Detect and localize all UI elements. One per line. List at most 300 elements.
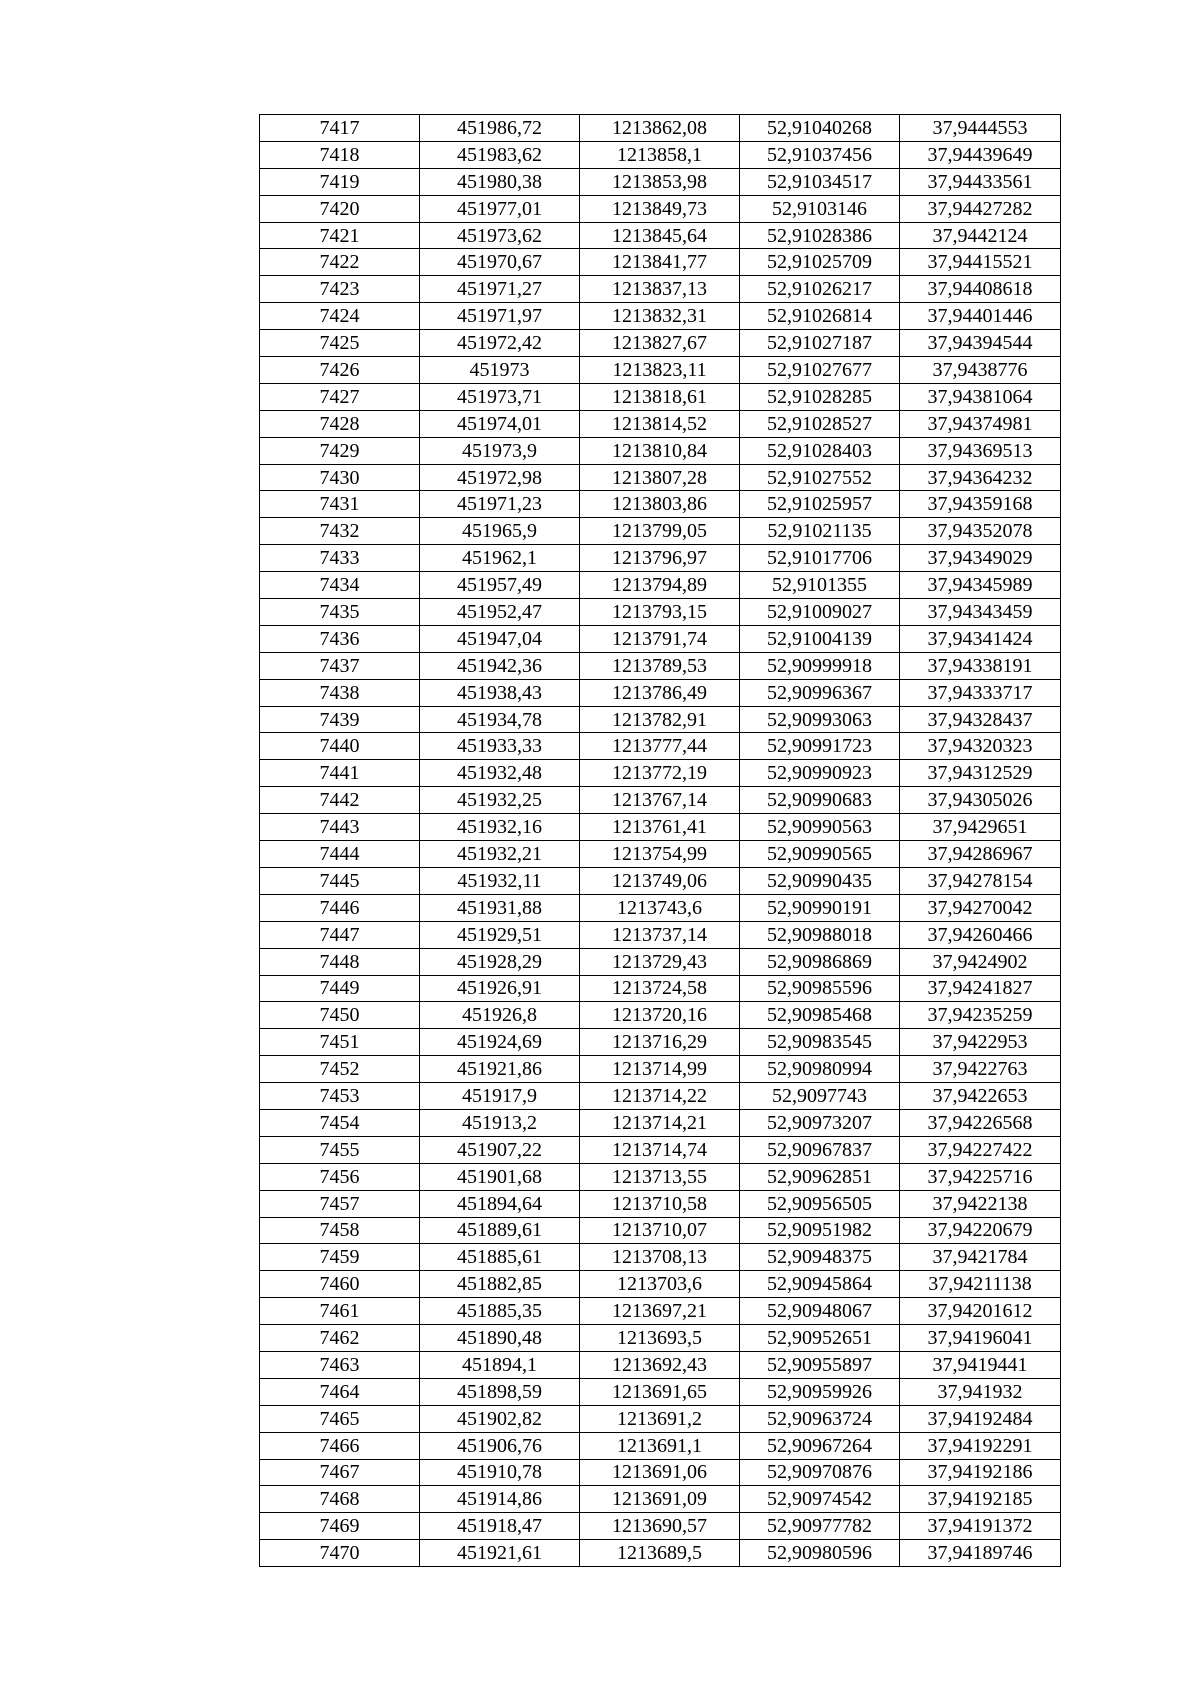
point-number-cell: 7419	[260, 168, 420, 195]
coord-x-cell: 451934,78	[420, 706, 580, 733]
coord-x-cell: 451906,76	[420, 1432, 580, 1459]
coord-y-cell: 1213754,99	[580, 841, 740, 868]
longitude-cell: 37,94286967	[900, 841, 1061, 868]
latitude-cell: 52,91009027	[740, 599, 900, 626]
table-row	[260, 760, 1061, 787]
longitude-cell: 37,9419441	[900, 1351, 1061, 1378]
point-number-cell: 7446	[260, 894, 420, 921]
latitude-cell: 52,91027552	[740, 464, 900, 491]
table-row	[260, 383, 1061, 410]
coord-x-cell: 451914,86	[420, 1486, 580, 1513]
table-row	[260, 249, 1061, 276]
table-row	[260, 975, 1061, 1002]
longitude-cell: 37,94415521	[900, 249, 1061, 276]
coord-x-cell: 451933,33	[420, 733, 580, 760]
coord-x-cell: 451947,04	[420, 625, 580, 652]
point-number-cell: 7459	[260, 1244, 420, 1271]
coord-x-cell: 451973,9	[420, 437, 580, 464]
point-number-cell: 7428	[260, 410, 420, 437]
table-row	[260, 330, 1061, 357]
coord-y-cell: 1213858,1	[580, 141, 740, 168]
longitude-cell: 37,94320323	[900, 733, 1061, 760]
latitude-cell: 52,91004139	[740, 625, 900, 652]
coord-x-cell: 451932,11	[420, 867, 580, 894]
point-number-cell: 7421	[260, 222, 420, 249]
table-row	[260, 1325, 1061, 1352]
latitude-cell: 52,90990683	[740, 787, 900, 814]
coord-y-cell: 1213714,99	[580, 1056, 740, 1083]
coord-y-cell: 1213749,06	[580, 867, 740, 894]
table-row	[260, 1109, 1061, 1136]
longitude-cell: 37,9422953	[900, 1029, 1061, 1056]
table-row	[260, 464, 1061, 491]
coord-x-cell: 451902,82	[420, 1405, 580, 1432]
latitude-cell: 52,90990563	[740, 814, 900, 841]
longitude-cell: 37,94196041	[900, 1325, 1061, 1352]
table-row	[260, 1459, 1061, 1486]
coord-y-cell: 1213697,21	[580, 1298, 740, 1325]
point-number-cell: 7442	[260, 787, 420, 814]
longitude-cell: 37,94352078	[900, 518, 1061, 545]
point-number-cell: 7432	[260, 518, 420, 545]
point-number-cell: 7429	[260, 437, 420, 464]
point-number-cell: 7441	[260, 760, 420, 787]
point-number-cell: 7417	[260, 115, 420, 142]
latitude-cell: 52,90980994	[740, 1056, 900, 1083]
longitude-cell: 37,94408618	[900, 276, 1061, 303]
table-row	[260, 1244, 1061, 1271]
point-number-cell: 7422	[260, 249, 420, 276]
table-row	[260, 814, 1061, 841]
coord-y-cell: 1213772,19	[580, 760, 740, 787]
latitude-cell: 52,90980596	[740, 1540, 900, 1567]
longitude-cell: 37,94427282	[900, 195, 1061, 222]
table-row	[260, 679, 1061, 706]
coord-x-cell: 451889,61	[420, 1217, 580, 1244]
coord-y-cell: 1213714,21	[580, 1109, 740, 1136]
latitude-cell: 52,90985596	[740, 975, 900, 1002]
coord-y-cell: 1213789,53	[580, 652, 740, 679]
longitude-cell: 37,94374981	[900, 410, 1061, 437]
coord-x-cell: 451938,43	[420, 679, 580, 706]
latitude-cell: 52,90973207	[740, 1109, 900, 1136]
coord-y-cell: 1213716,29	[580, 1029, 740, 1056]
table-row	[260, 1217, 1061, 1244]
point-number-cell: 7463	[260, 1351, 420, 1378]
latitude-cell: 52,90999918	[740, 652, 900, 679]
coord-y-cell: 1213793,15	[580, 599, 740, 626]
point-number-cell: 7452	[260, 1056, 420, 1083]
latitude-cell: 52,90952651	[740, 1325, 900, 1352]
table-row	[260, 706, 1061, 733]
coord-x-cell: 451907,22	[420, 1136, 580, 1163]
coord-x-cell: 451942,36	[420, 652, 580, 679]
point-number-cell: 7450	[260, 1002, 420, 1029]
coord-x-cell: 451932,16	[420, 814, 580, 841]
table-row	[260, 652, 1061, 679]
coord-y-cell: 1213690,57	[580, 1513, 740, 1540]
coord-y-cell: 1213713,55	[580, 1163, 740, 1190]
coord-x-cell: 451957,49	[420, 572, 580, 599]
point-number-cell: 7454	[260, 1109, 420, 1136]
coord-y-cell: 1213786,49	[580, 679, 740, 706]
coord-x-cell: 451885,61	[420, 1244, 580, 1271]
latitude-cell: 52,91028285	[740, 383, 900, 410]
coord-x-cell: 451980,38	[420, 168, 580, 195]
latitude-cell: 52,91021135	[740, 518, 900, 545]
latitude-cell: 52,90977782	[740, 1513, 900, 1540]
table-row	[260, 948, 1061, 975]
point-number-cell: 7427	[260, 383, 420, 410]
latitude-cell: 52,91017706	[740, 545, 900, 572]
coord-x-cell: 451932,25	[420, 787, 580, 814]
table-row	[260, 491, 1061, 518]
coord-y-cell: 1213729,43	[580, 948, 740, 975]
coord-x-cell: 451921,86	[420, 1056, 580, 1083]
longitude-cell: 37,94345989	[900, 572, 1061, 599]
longitude-cell: 37,94201612	[900, 1298, 1061, 1325]
latitude-cell: 52,90993063	[740, 706, 900, 733]
point-number-cell: 7434	[260, 572, 420, 599]
coord-y-cell: 1213782,91	[580, 706, 740, 733]
table-row	[260, 787, 1061, 814]
point-number-cell: 7426	[260, 357, 420, 384]
table-row	[260, 276, 1061, 303]
coord-y-cell: 1213818,61	[580, 383, 740, 410]
coord-x-cell: 451929,51	[420, 921, 580, 948]
latitude-cell: 52,90986869	[740, 948, 900, 975]
point-number-cell: 7449	[260, 975, 420, 1002]
table-row	[260, 410, 1061, 437]
latitude-cell: 52,90959926	[740, 1378, 900, 1405]
coord-y-cell: 1213832,31	[580, 303, 740, 330]
latitude-cell: 52,90974542	[740, 1486, 900, 1513]
point-number-cell: 7466	[260, 1432, 420, 1459]
coord-x-cell: 451971,23	[420, 491, 580, 518]
longitude-cell: 37,94401446	[900, 303, 1061, 330]
point-number-cell: 7435	[260, 599, 420, 626]
table-row	[260, 1513, 1061, 1540]
coord-x-cell: 451973	[420, 357, 580, 384]
coord-y-cell: 1213691,1	[580, 1432, 740, 1459]
longitude-cell: 37,94225716	[900, 1163, 1061, 1190]
latitude-cell: 52,90983545	[740, 1029, 900, 1056]
coord-y-cell: 1213841,77	[580, 249, 740, 276]
latitude-cell: 52,90988018	[740, 921, 900, 948]
table-row	[260, 1271, 1061, 1298]
coord-y-cell: 1213737,14	[580, 921, 740, 948]
longitude-cell: 37,94359168	[900, 491, 1061, 518]
coord-x-cell: 451973,62	[420, 222, 580, 249]
coord-x-cell: 451926,91	[420, 975, 580, 1002]
longitude-cell: 37,9421784	[900, 1244, 1061, 1271]
point-number-cell: 7453	[260, 1083, 420, 1110]
latitude-cell: 52,91040268	[740, 115, 900, 142]
point-number-cell: 7425	[260, 330, 420, 357]
longitude-cell: 37,94226568	[900, 1109, 1061, 1136]
point-number-cell: 7467	[260, 1459, 420, 1486]
coord-x-cell: 451974,01	[420, 410, 580, 437]
table-row	[260, 1136, 1061, 1163]
table-row	[260, 1056, 1061, 1083]
coord-y-cell: 1213791,74	[580, 625, 740, 652]
latitude-cell: 52,91026814	[740, 303, 900, 330]
table-row	[260, 733, 1061, 760]
point-number-cell: 7424	[260, 303, 420, 330]
point-number-cell: 7464	[260, 1378, 420, 1405]
table-row	[260, 841, 1061, 868]
table-row	[260, 545, 1061, 572]
longitude-cell: 37,94439649	[900, 141, 1061, 168]
coord-y-cell: 1213691,09	[580, 1486, 740, 1513]
table-row	[260, 1486, 1061, 1513]
point-number-cell: 7465	[260, 1405, 420, 1432]
table-row	[260, 1029, 1061, 1056]
coord-y-cell: 1213837,13	[580, 276, 740, 303]
coordinates-table-body	[260, 115, 1061, 1567]
table-row	[260, 168, 1061, 195]
longitude-cell: 37,941932	[900, 1378, 1061, 1405]
table-row	[260, 867, 1061, 894]
latitude-cell: 52,9103146	[740, 195, 900, 222]
coord-y-cell: 1213794,89	[580, 572, 740, 599]
latitude-cell: 52,91028403	[740, 437, 900, 464]
latitude-cell: 52,90990191	[740, 894, 900, 921]
coord-y-cell: 1213710,58	[580, 1190, 740, 1217]
longitude-cell: 37,94433561	[900, 168, 1061, 195]
latitude-cell: 52,90956505	[740, 1190, 900, 1217]
latitude-cell: 52,90945864	[740, 1271, 900, 1298]
latitude-cell: 52,91025957	[740, 491, 900, 518]
latitude-cell: 52,91025709	[740, 249, 900, 276]
longitude-cell: 37,94270042	[900, 894, 1061, 921]
latitude-cell: 52,91028386	[740, 222, 900, 249]
point-number-cell: 7470	[260, 1540, 420, 1567]
point-number-cell: 7461	[260, 1298, 420, 1325]
latitude-cell: 52,90955897	[740, 1351, 900, 1378]
point-number-cell: 7437	[260, 652, 420, 679]
coord-x-cell: 451898,59	[420, 1378, 580, 1405]
latitude-cell: 52,90985468	[740, 1002, 900, 1029]
longitude-cell: 37,94241827	[900, 975, 1061, 1002]
point-number-cell: 7440	[260, 733, 420, 760]
table-row	[260, 1298, 1061, 1325]
latitude-cell: 52,91027677	[740, 357, 900, 384]
longitude-cell: 37,94227422	[900, 1136, 1061, 1163]
coord-y-cell: 1213807,28	[580, 464, 740, 491]
table-row	[260, 1540, 1061, 1567]
longitude-cell: 37,94211138	[900, 1271, 1061, 1298]
longitude-cell: 37,94343459	[900, 599, 1061, 626]
latitude-cell: 52,91037456	[740, 141, 900, 168]
coord-x-cell: 451970,67	[420, 249, 580, 276]
latitude-cell: 52,90990923	[740, 760, 900, 787]
table-row	[260, 1351, 1061, 1378]
coord-y-cell: 1213689,5	[580, 1540, 740, 1567]
longitude-cell: 37,9422763	[900, 1056, 1061, 1083]
longitude-cell: 37,94381064	[900, 383, 1061, 410]
table-row	[260, 303, 1061, 330]
coord-y-cell: 1213703,6	[580, 1271, 740, 1298]
coord-x-cell: 451931,88	[420, 894, 580, 921]
point-number-cell: 7458	[260, 1217, 420, 1244]
coord-y-cell: 1213714,22	[580, 1083, 740, 1110]
table-row	[260, 115, 1061, 142]
table-row	[260, 1405, 1061, 1432]
coord-x-cell: 451972,42	[420, 330, 580, 357]
longitude-cell: 37,94192186	[900, 1459, 1061, 1486]
latitude-cell: 52,91034517	[740, 168, 900, 195]
coord-y-cell: 1213827,67	[580, 330, 740, 357]
latitude-cell: 52,90948375	[740, 1244, 900, 1271]
longitude-cell: 37,94328437	[900, 706, 1061, 733]
table-row	[260, 141, 1061, 168]
coord-y-cell: 1213810,84	[580, 437, 740, 464]
point-number-cell: 7445	[260, 867, 420, 894]
point-number-cell: 7431	[260, 491, 420, 518]
coord-x-cell: 451932,48	[420, 760, 580, 787]
longitude-cell: 37,94192291	[900, 1432, 1061, 1459]
longitude-cell: 37,94191372	[900, 1513, 1061, 1540]
coord-x-cell: 451962,1	[420, 545, 580, 572]
coord-x-cell: 451971,27	[420, 276, 580, 303]
table-row	[260, 222, 1061, 249]
coord-y-cell: 1213693,5	[580, 1325, 740, 1352]
coord-y-cell: 1213853,98	[580, 168, 740, 195]
longitude-cell: 37,94278154	[900, 867, 1061, 894]
point-number-cell: 7443	[260, 814, 420, 841]
coord-x-cell: 451917,9	[420, 1083, 580, 1110]
coord-x-cell: 451926,8	[420, 1002, 580, 1029]
coord-y-cell: 1213714,74	[580, 1136, 740, 1163]
table-row	[260, 357, 1061, 384]
coord-x-cell: 451972,98	[420, 464, 580, 491]
table-row	[260, 599, 1061, 626]
longitude-cell: 37,94341424	[900, 625, 1061, 652]
coord-x-cell: 451921,61	[420, 1540, 580, 1567]
coord-x-cell: 451894,1	[420, 1351, 580, 1378]
coord-x-cell: 451924,69	[420, 1029, 580, 1056]
table-row	[260, 625, 1061, 652]
coord-x-cell: 451932,21	[420, 841, 580, 868]
table-row	[260, 1002, 1061, 1029]
table-row	[260, 1432, 1061, 1459]
coordinates-table	[259, 114, 1061, 1567]
coord-x-cell: 451901,68	[420, 1163, 580, 1190]
coord-x-cell: 451918,47	[420, 1513, 580, 1540]
latitude-cell: 52,90996367	[740, 679, 900, 706]
longitude-cell: 37,94338191	[900, 652, 1061, 679]
coord-x-cell: 451928,29	[420, 948, 580, 975]
point-number-cell: 7462	[260, 1325, 420, 1352]
latitude-cell: 52,90990435	[740, 867, 900, 894]
coord-y-cell: 1213862,08	[580, 115, 740, 142]
latitude-cell: 52,91028527	[740, 410, 900, 437]
coord-x-cell: 451973,71	[420, 383, 580, 410]
longitude-cell: 37,94369513	[900, 437, 1061, 464]
coord-y-cell: 1213761,41	[580, 814, 740, 841]
coord-y-cell: 1213823,11	[580, 357, 740, 384]
coord-x-cell: 451894,64	[420, 1190, 580, 1217]
coord-y-cell: 1213796,97	[580, 545, 740, 572]
table-row	[260, 518, 1061, 545]
latitude-cell: 52,90967837	[740, 1136, 900, 1163]
coord-x-cell: 451885,35	[420, 1298, 580, 1325]
coord-y-cell: 1213691,65	[580, 1378, 740, 1405]
longitude-cell: 37,94260466	[900, 921, 1061, 948]
point-number-cell: 7447	[260, 921, 420, 948]
point-number-cell: 7433	[260, 545, 420, 572]
point-number-cell: 7420	[260, 195, 420, 222]
latitude-cell: 52,9097743	[740, 1083, 900, 1110]
point-number-cell: 7451	[260, 1029, 420, 1056]
longitude-cell: 37,94349029	[900, 545, 1061, 572]
longitude-cell: 37,94305026	[900, 787, 1061, 814]
point-number-cell: 7438	[260, 679, 420, 706]
coord-y-cell: 1213814,52	[580, 410, 740, 437]
longitude-cell: 37,94312529	[900, 760, 1061, 787]
coord-x-cell: 451890,48	[420, 1325, 580, 1352]
table-row	[260, 1190, 1061, 1217]
longitude-cell: 37,9438776	[900, 357, 1061, 384]
coord-y-cell: 1213691,2	[580, 1405, 740, 1432]
longitude-cell: 37,94220679	[900, 1217, 1061, 1244]
point-number-cell: 7456	[260, 1163, 420, 1190]
latitude-cell: 52,91027187	[740, 330, 900, 357]
longitude-cell: 37,94364232	[900, 464, 1061, 491]
latitude-cell: 52,91026217	[740, 276, 900, 303]
longitude-cell: 37,94394544	[900, 330, 1061, 357]
latitude-cell: 52,90967264	[740, 1432, 900, 1459]
point-number-cell: 7448	[260, 948, 420, 975]
coord-x-cell: 451986,72	[420, 115, 580, 142]
coord-y-cell: 1213710,07	[580, 1217, 740, 1244]
coord-y-cell: 1213799,05	[580, 518, 740, 545]
point-number-cell: 7460	[260, 1271, 420, 1298]
point-number-cell: 7430	[260, 464, 420, 491]
longitude-cell: 37,9422138	[900, 1190, 1061, 1217]
point-number-cell: 7436	[260, 625, 420, 652]
coord-y-cell: 1213708,13	[580, 1244, 740, 1271]
coord-y-cell: 1213743,6	[580, 894, 740, 921]
point-number-cell: 7455	[260, 1136, 420, 1163]
longitude-cell: 37,94189746	[900, 1540, 1061, 1567]
latitude-cell: 52,90970876	[740, 1459, 900, 1486]
table-row	[260, 572, 1061, 599]
point-number-cell: 7439	[260, 706, 420, 733]
coord-x-cell: 451882,85	[420, 1271, 580, 1298]
latitude-cell: 52,90991723	[740, 733, 900, 760]
longitude-cell: 37,94192484	[900, 1405, 1061, 1432]
longitude-cell: 37,9422653	[900, 1083, 1061, 1110]
latitude-cell: 52,9101355	[740, 572, 900, 599]
point-number-cell: 7468	[260, 1486, 420, 1513]
point-number-cell: 7469	[260, 1513, 420, 1540]
table-row	[260, 1083, 1061, 1110]
coord-y-cell: 1213803,86	[580, 491, 740, 518]
latitude-cell: 52,90963724	[740, 1405, 900, 1432]
point-number-cell: 7444	[260, 841, 420, 868]
table-row	[260, 1378, 1061, 1405]
coord-x-cell: 451910,78	[420, 1459, 580, 1486]
table-row	[260, 195, 1061, 222]
coord-x-cell: 451965,9	[420, 518, 580, 545]
table-row	[260, 1163, 1061, 1190]
coord-y-cell: 1213691,06	[580, 1459, 740, 1486]
coord-x-cell: 451913,2	[420, 1109, 580, 1136]
point-number-cell: 7457	[260, 1190, 420, 1217]
coord-x-cell: 451971,97	[420, 303, 580, 330]
